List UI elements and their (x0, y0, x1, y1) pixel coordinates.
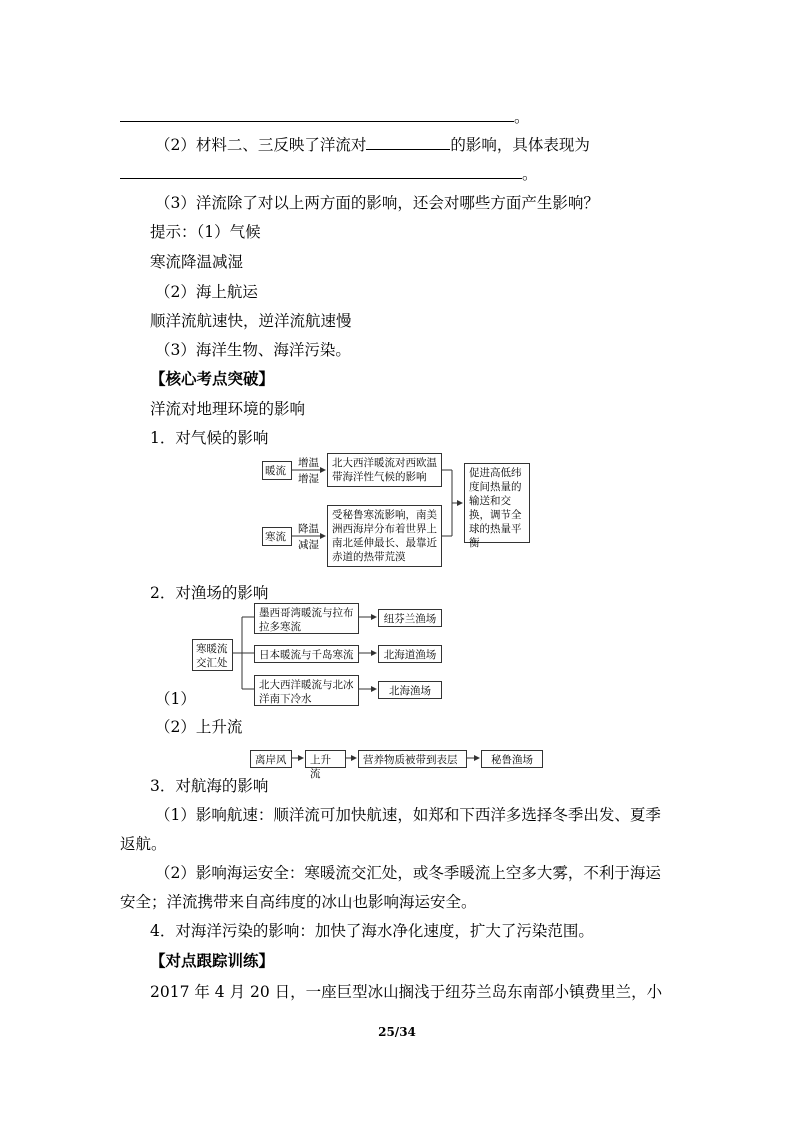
warm-effect-1: 增温 (298, 457, 319, 469)
fishery-root-box: 寒暖流交汇处 (192, 639, 233, 671)
hint-2: 顺洋流航速快，逆洋流航速慢 (150, 312, 352, 330)
fishery-item-1: （1） (155, 690, 196, 708)
climate-result-box: 促进高低纬度间热量的输送和交换，调节全球的热量平衡 (464, 463, 530, 543)
navigation-2-cont: 安全；洋流携带来自高纬度的冰山也影响海运安全。 (120, 893, 477, 911)
subtopic-climate: 1．对气候的影响 (150, 429, 269, 447)
fishery-item-2: （2）上升流 (155, 718, 243, 736)
step-nutrients: 营养物质被带到表层 (358, 750, 467, 768)
current-pair-3: 北大西洋暖流与北冰洋南下冷水 (254, 675, 359, 706)
section-heading-core: 【核心考点突破】 (150, 369, 275, 388)
current-pair-2: 日本暖流与千岛寒流 (254, 645, 359, 663)
warm-effect-2: 增湿 (298, 473, 319, 485)
question-3: （3）洋流除了对以上两方面的影响，还会对哪些方面产生影响？ (155, 194, 599, 212)
topic-title: 洋流对地理环境的影响 (150, 400, 306, 418)
section-heading-practice: 【对点跟踪训练】 (150, 951, 275, 970)
subtopic-pollution: 4．对海洋污染的影响：加快了海水净化速度，扩大了污染范围。 (150, 922, 594, 940)
subtopic-navigation: 3．对航海的影响 (150, 777, 269, 795)
step-offshore-wind: 离岸风 (250, 750, 292, 768)
practice-text: 2017 年 4 月 20 日，一座巨型冰山搁浅于纽芬兰岛东南部小镇费里兰，小 (150, 983, 663, 1001)
step-peru-fishery: 秘鲁渔场 (481, 750, 543, 768)
fishery-3: 北海渔场 (378, 681, 442, 699)
answer-line-1: 。 (120, 106, 530, 128)
hint-title: 提示：（1）气候 (150, 223, 261, 241)
warm-desc-box: 北大西洋暖流对西欧温带海洋性气候的影响 (327, 453, 442, 487)
subtopic-fishery: 2．对渔场的影响 (150, 584, 269, 602)
cold-current-box: 寒流 (262, 527, 292, 546)
answer-line-2: 。 (120, 163, 538, 185)
warm-current-box: 暖流 (262, 461, 292, 480)
step-upwelling: 上升流 (305, 750, 346, 768)
hint-2-title: （2）海上航运 (155, 283, 258, 301)
fishery-1: 纽芬兰渔场 (378, 609, 442, 627)
current-pair-1: 墨西哥湾暖流与拉布拉多寒流 (254, 603, 359, 634)
navigation-2: （2）影响海运安全：寒暖流交汇处，或冬季暖流上空多大雾，不利于海运 (155, 864, 661, 882)
hint-3: （3）海洋生物、海洋污染。 (155, 341, 351, 359)
cold-effect-1: 降温 (298, 523, 319, 535)
navigation-1: （1）影响航速：顺洋流可加快航速，如郑和下西洋多选择冬季出发、夏季 (155, 806, 661, 824)
page-number: 25/34 (378, 1025, 416, 1039)
cold-effect-2: 减湿 (298, 539, 319, 551)
hint-1: 寒流降温减湿 (150, 253, 244, 271)
fishery-2: 北海道渔场 (378, 645, 442, 663)
question-2: （2）材料二、三反映了洋流对 的影响，具体表现为 (155, 136, 590, 154)
cold-desc-box: 受秘鲁寒流影响，南美洲西海岸分布着世界上南北延伸最长、最靠近赤道的热带荒漠 (327, 505, 442, 567)
navigation-1-cont: 返航。 (120, 835, 167, 853)
